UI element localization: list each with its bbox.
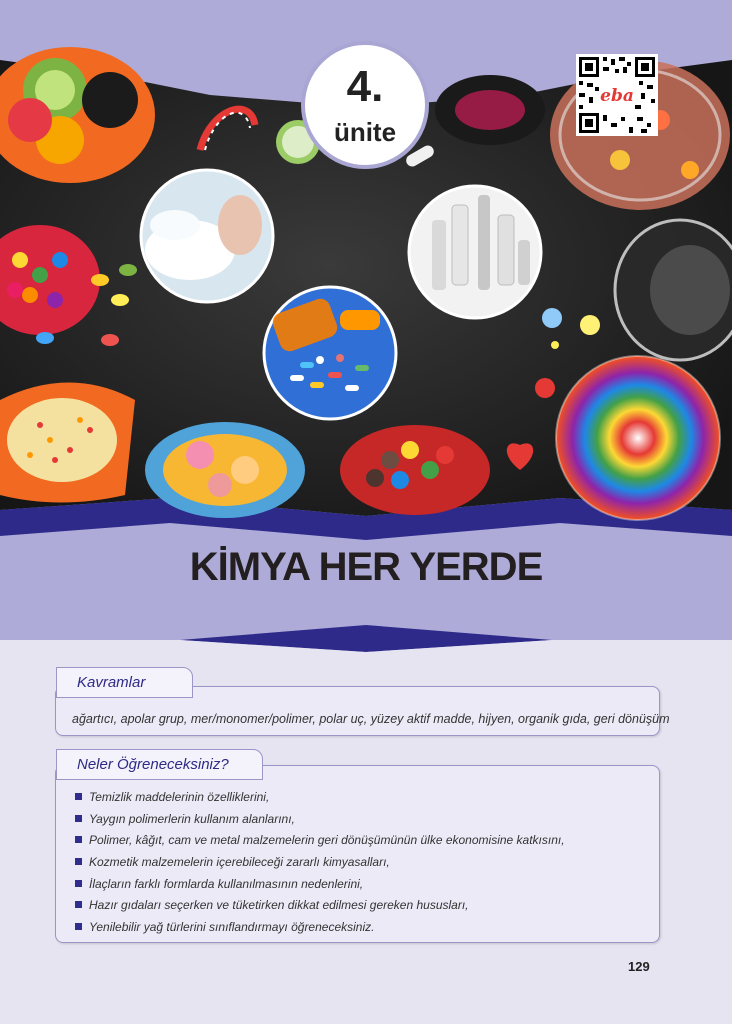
kavramlar-text: ağartıcı, apolar grup, mer/monomer/polimer, polar uç, yüzey aktif madde, hijyen, organik gıda, geri dönüşüm (72, 712, 670, 726)
bullet-square-icon (75, 836, 82, 843)
list-item-text: Yenilebilir yağ türlerini sınıflandırmayı öğreneceksiniz. (89, 920, 375, 935)
list-item (75, 830, 565, 852)
page-number: 129 (628, 959, 650, 974)
list-item-text: Polimer, kâğıt, cam ve metal malzemelerin geri dönüşümünün ülke ekonomisine katkısını, (89, 833, 565, 848)
bullet-square-icon (75, 880, 82, 887)
unit-number: 4. (346, 62, 384, 111)
eba-logo: eba (600, 86, 634, 106)
list-item (75, 895, 565, 917)
bullet-square-icon (75, 793, 82, 800)
list-item-text: Kozmetik malzemelerin içerebileceği zararlı kimyasalları, (89, 855, 390, 870)
list-item-text: İlaçların farklı formlarda kullanılmasının nedenlerini, (89, 876, 364, 891)
list-item-text: Temizlik maddelerinin özelliklerini, (89, 790, 270, 804)
bullet-square-icon (75, 858, 82, 865)
list-item-text: Yaygın polimerlerin kullanım alanlarını, (89, 811, 295, 826)
medicine-photo-circle (264, 287, 396, 419)
bullet-square-icon (75, 901, 82, 908)
cosmetics-photo-circle (409, 186, 541, 318)
list-item (75, 787, 565, 809)
list-item-text: Hazır gıdaları seçerken ve tüketirken dikkat edilmesi gereken hususları, (89, 898, 469, 913)
soap-photo-circle (141, 170, 273, 302)
bullet-square-icon (75, 815, 82, 822)
unit-word: ünite (333, 117, 397, 147)
learning-goals-list (75, 787, 565, 939)
list-item (75, 874, 565, 896)
list-item (75, 917, 565, 939)
unit-title: KİMYA HER YERDE (189, 545, 543, 589)
qr-code[interactable] (576, 54, 658, 136)
neler-ogreneceksiniz-tab: Neler Öğreneceksiniz? (56, 749, 263, 780)
qr-code-icon (576, 54, 658, 136)
kavramlar-tab: Kavramlar (56, 667, 193, 698)
list-item (75, 852, 565, 874)
unit-badge (301, 41, 429, 169)
list-item (75, 809, 565, 831)
bullet-square-icon (75, 923, 82, 930)
